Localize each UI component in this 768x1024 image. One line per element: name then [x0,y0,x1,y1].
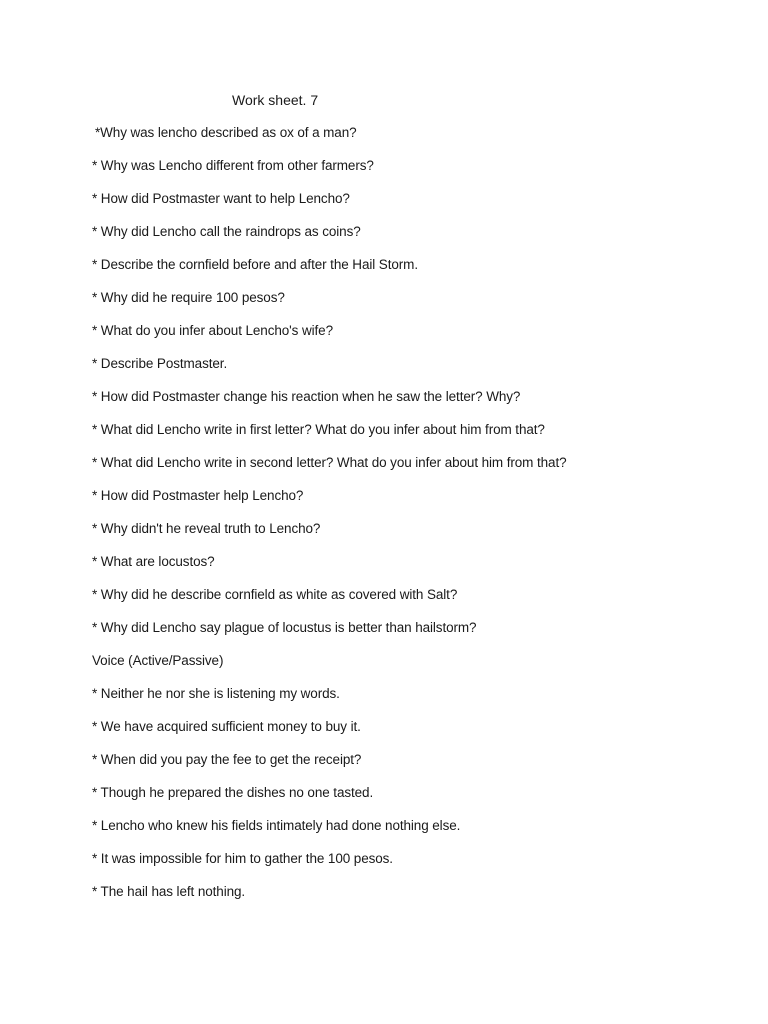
question-line: * What do you infer about Lencho's wife? [92,323,333,338]
worksheet-title: Work sheet. 7 [232,92,319,108]
question-line: * What did Lencho write in second letter? What do you infer about him from that? [92,455,567,470]
voice-sentence: * Though he prepared the dishes no one tasted. [92,785,374,800]
voice-sentence: * Neither he nor she is listening my words. [92,686,340,701]
question-line: * Why did Lencho say plague of locustus is better than hailstorm? [92,620,477,635]
question-line: *Why was lencho described as ox of a man? [95,125,357,140]
section-heading: Voice (Active/Passive) [92,653,224,668]
question-line: * Why was Lencho different from other farmers? [92,158,374,173]
question-line: * Why did Lencho call the raindrops as coins? [92,224,361,239]
question-line: * How did Postmaster help Lencho? [92,488,304,503]
voice-sentence: * Lencho who knew his fields intimately had done nothing else. [92,818,461,833]
question-line: * Why did he require 100 pesos? [92,290,285,305]
question-line: * How did Postmaster want to help Lencho? [92,191,350,206]
voice-sentence: * The hail has left nothing. [92,884,246,899]
voice-sentence: * It was impossible for him to gather the 100 pesos. [92,851,393,866]
question-line: * Why did he describe cornfield as white as covered with Salt? [92,587,458,602]
question-line: * Describe Postmaster. [92,356,228,371]
question-line: * Describe the cornfield before and after the Hail Storm. [92,257,418,272]
question-list [92,124,752,916]
question-line: * What are locustos? [92,554,215,569]
voice-sentence: * When did you pay the fee to get the receipt? [92,752,362,767]
question-line: * Why didn't he reveal truth to Lencho? [92,521,321,536]
question-line: * How did Postmaster change his reaction when he saw the letter? Why? [92,389,521,404]
voice-sentence: * We have acquired sufficient money to buy it. [92,719,361,734]
question-line: * What did Lencho write in first letter? What do you infer about him from that? [92,422,545,437]
